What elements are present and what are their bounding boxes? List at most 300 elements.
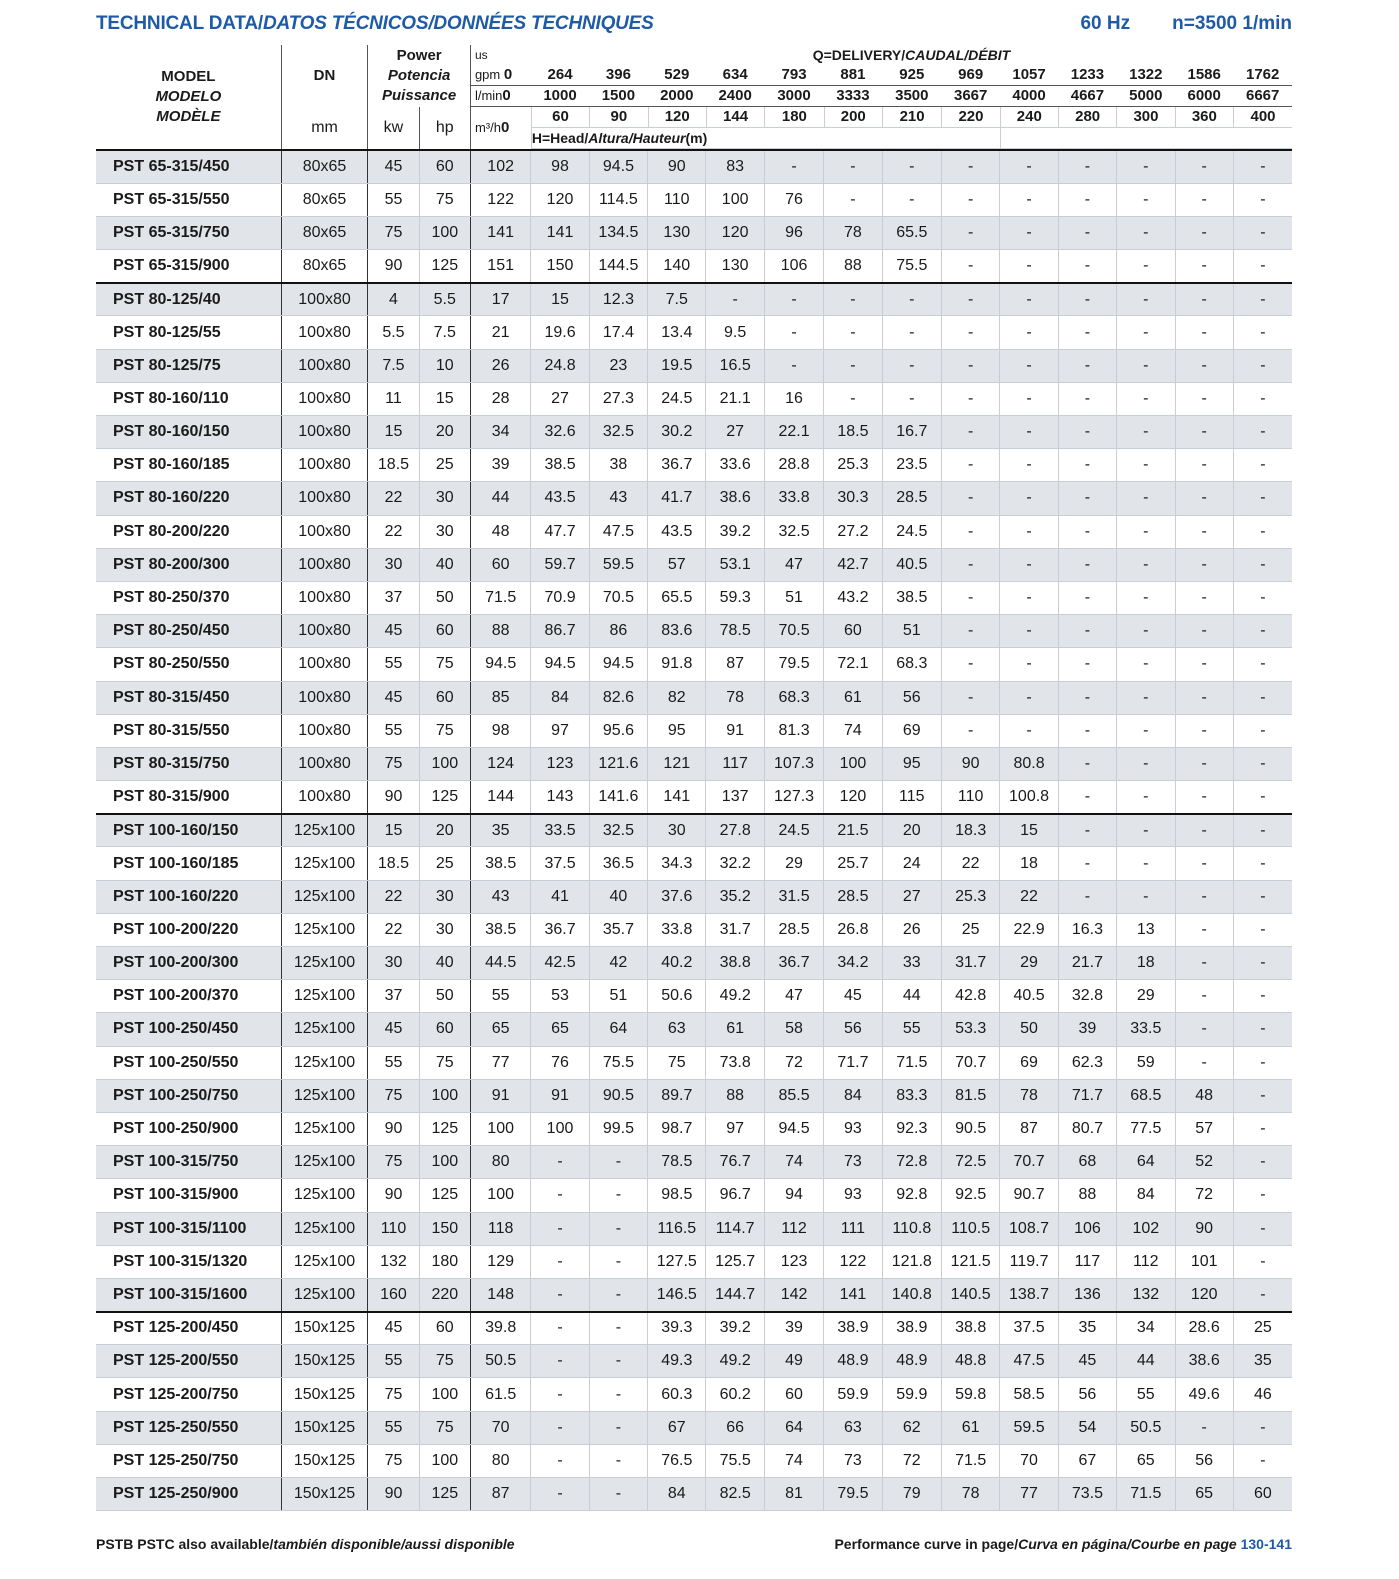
head-cell: -	[1058, 482, 1116, 515]
model-cell: PST 80-315/900	[96, 781, 281, 814]
head-cell: 77.5	[1117, 1112, 1175, 1145]
head-cell: 100	[824, 747, 882, 780]
head-cell: -	[824, 150, 882, 183]
head-cell: -	[1233, 648, 1292, 681]
head-cell: 121.8	[882, 1245, 941, 1278]
head-cell: 90.5	[589, 1079, 647, 1112]
head-cell: 127.5	[648, 1245, 706, 1278]
head-cell: 91	[470, 1079, 530, 1112]
gpm-unit-row-label: gpm 0	[470, 65, 530, 86]
head-cell: 53	[531, 980, 589, 1013]
gpm-value: 1322	[1117, 65, 1175, 86]
head-cell: 75	[648, 1046, 706, 1079]
table-row	[96, 1478, 1292, 1511]
hp-cell: 60	[419, 615, 470, 648]
head-cell: 15	[531, 283, 589, 316]
head-cell: 150	[531, 250, 589, 283]
kw-cell: 22	[368, 913, 419, 946]
dn-cell: 100x80	[281, 515, 368, 548]
head-cell: 33.8	[764, 482, 823, 515]
head-cell: -	[1233, 250, 1292, 283]
table-row	[96, 416, 1292, 449]
head-cell: 38.8	[942, 1312, 1000, 1345]
head-cell: 34	[470, 416, 530, 449]
lmin-unit-row-label: l/min0	[470, 86, 530, 107]
head-cell: 55	[470, 980, 530, 1013]
head-cell: -	[1058, 416, 1116, 449]
performance-curve-note: Performance curve in page/Curva en página/Courbe en page 130-141	[834, 1536, 1292, 1552]
head-cell: 25	[942, 913, 1000, 946]
gpm-value: 529	[648, 65, 706, 86]
dn-cell: 125x100	[281, 1046, 368, 1079]
head-cell: 30.2	[648, 416, 706, 449]
head-cell: 78	[1000, 1079, 1058, 1112]
dn-cell: 150x125	[281, 1345, 368, 1378]
head-cell: 47.7	[531, 515, 589, 548]
head-cell: -	[589, 1179, 647, 1212]
head-cell: -	[1175, 1411, 1233, 1444]
table-row	[96, 1312, 1292, 1345]
head-cell: -	[1117, 648, 1175, 681]
head-cell: -	[589, 1411, 647, 1444]
head-cell: 71.7	[1058, 1079, 1116, 1112]
hp-cell: 5.5	[419, 283, 470, 316]
table-row	[96, 1013, 1292, 1046]
table-row	[96, 648, 1292, 681]
dn-cell: 125x100	[281, 1146, 368, 1179]
model-cell: PST 100-315/1600	[96, 1278, 281, 1311]
head-cell: 44	[470, 482, 530, 515]
dn-cell: 100x80	[281, 382, 368, 415]
head-cell: 47	[764, 980, 823, 1013]
head-cell: 140.8	[882, 1278, 941, 1311]
head-cell: 16	[764, 382, 823, 415]
table-row	[96, 880, 1292, 913]
hp-cell: 30	[419, 913, 470, 946]
head-cell: 74	[824, 714, 882, 747]
head-cell: -	[1000, 416, 1058, 449]
head-cell: 36.7	[648, 449, 706, 482]
head-cell: 90.7	[1000, 1179, 1058, 1212]
model-cell: PST 100-160/220	[96, 880, 281, 913]
hp-cell: 60	[419, 1312, 470, 1345]
head-cell: -	[1058, 382, 1116, 415]
head-cell: 110.5	[942, 1212, 1000, 1245]
dn-cell: 100x80	[281, 648, 368, 681]
head-cell: -	[942, 216, 1000, 249]
head-cell: 39.2	[706, 1312, 764, 1345]
head-cell: -	[1117, 714, 1175, 747]
table-row	[96, 814, 1292, 847]
table-row	[96, 581, 1292, 614]
head-cell: 98	[470, 714, 530, 747]
head-cell: 67	[648, 1411, 706, 1444]
head-cell: -	[1058, 150, 1116, 183]
head-cell: -	[1117, 581, 1175, 614]
head-cell: 25	[1233, 1312, 1292, 1345]
table-row	[96, 216, 1292, 249]
hp-cell: 125	[419, 250, 470, 283]
head-cell: 60	[470, 548, 530, 581]
head-cell: 89.7	[648, 1079, 706, 1112]
head-cell: 124	[470, 747, 530, 780]
head-cell: 78	[824, 216, 882, 249]
head-cell: 85.5	[764, 1079, 823, 1112]
operating-conditions	[1080, 13, 1292, 35]
head-cell: -	[942, 548, 1000, 581]
head-cell: -	[1000, 316, 1058, 349]
head-cell: -	[1175, 581, 1233, 614]
head-cell: 49.3	[648, 1345, 706, 1378]
hp-cell: 100	[419, 216, 470, 249]
head-cell: 27.2	[824, 515, 882, 548]
head-cell: 71.5	[942, 1444, 1000, 1477]
head-cell: 73	[824, 1444, 882, 1477]
head-cell: -	[1058, 847, 1116, 880]
table-row	[96, 681, 1292, 714]
head-cell: -	[942, 382, 1000, 415]
dn-cell: 125x100	[281, 1278, 368, 1311]
head-cell: 35	[470, 814, 530, 847]
head-cell: -	[1000, 150, 1058, 183]
head-cell: 19.5	[648, 349, 706, 382]
table-row	[96, 482, 1292, 515]
kw-cell: 4	[368, 283, 419, 316]
hp-cell: 100	[419, 1444, 470, 1477]
dn-cell: 150x125	[281, 1444, 368, 1477]
head-cell: -	[1117, 283, 1175, 316]
head-cell: 141	[531, 216, 589, 249]
head-cell: -	[1175, 316, 1233, 349]
head-cell: -	[589, 1345, 647, 1378]
table-row	[96, 1444, 1292, 1477]
model-cell: PST 80-160/220	[96, 482, 281, 515]
hp-cell: 100	[419, 1378, 470, 1411]
head-cell: 96	[764, 216, 823, 249]
head-cell: 83.6	[648, 615, 706, 648]
hp-cell: 125	[419, 781, 470, 814]
head-cell: 24.8	[531, 349, 589, 382]
head-cell: 34.3	[648, 847, 706, 880]
head-cell: -	[706, 283, 764, 316]
head-cell: -	[1233, 382, 1292, 415]
dn-cell: 150x125	[281, 1312, 368, 1345]
head-cell: 50.5	[1117, 1411, 1175, 1444]
head-cell: 110	[942, 781, 1000, 814]
head-cell: -	[1175, 283, 1233, 316]
head-cell: 26	[882, 913, 941, 946]
kw-cell: 15	[368, 814, 419, 847]
head-cell: -	[1233, 1179, 1292, 1212]
head-cell: 130	[648, 216, 706, 249]
head-cell: 146.5	[648, 1278, 706, 1311]
table-row	[96, 947, 1292, 980]
lmin-value: 1500	[589, 86, 647, 107]
m3h-value: 400	[1234, 107, 1293, 128]
hp-cell: 20	[419, 814, 470, 847]
head-cell: 72.5	[942, 1146, 1000, 1179]
head-cell: -	[1233, 283, 1292, 316]
head-cell: 92.8	[882, 1179, 941, 1212]
model-cell: PST 100-160/150	[96, 814, 281, 847]
head-cell: 122	[824, 1245, 882, 1278]
head-cell: -	[1000, 216, 1058, 249]
head-cell: 47	[764, 548, 823, 581]
head-cell: 63	[824, 1411, 882, 1444]
head-cell: -	[824, 183, 882, 216]
head-cell: -	[1117, 880, 1175, 913]
head-cell: 44	[882, 980, 941, 1013]
head-cell: 121	[648, 747, 706, 780]
head-cell: 83	[706, 150, 764, 183]
head-cell: -	[1233, 1278, 1292, 1311]
m3h-value: 90	[590, 107, 648, 128]
head-cell: -	[882, 150, 941, 183]
head-cell: 123	[531, 747, 589, 780]
lmin-value: 2000	[648, 86, 706, 107]
table-body	[96, 150, 1292, 1511]
dn-cell: 150x125	[281, 1478, 368, 1511]
head-cell: 94.5	[470, 648, 530, 681]
head-cell: 64	[589, 1013, 647, 1046]
head-cell: 68.3	[764, 681, 823, 714]
head-cell: -	[589, 1312, 647, 1345]
model-cell: PST 125-250/750	[96, 1444, 281, 1477]
m3h-value: 60	[531, 107, 589, 128]
head-cell: 48.8	[942, 1345, 1000, 1378]
head-cell: -	[942, 250, 1000, 283]
head-cell: 29	[764, 847, 823, 880]
head-cell: 17.4	[589, 316, 647, 349]
head-cell: 68.5	[1117, 1079, 1175, 1112]
head-cell: -	[1175, 681, 1233, 714]
kw-cell: 160	[368, 1278, 419, 1311]
head-cell: 40.5	[882, 548, 941, 581]
head-cell: -	[882, 382, 941, 415]
head-cell: -	[1175, 183, 1233, 216]
hp-cell: 50	[419, 581, 470, 614]
hp-cell: 7.5	[419, 316, 470, 349]
head-cell: 25.3	[824, 449, 882, 482]
head-cell: 72	[1175, 1179, 1233, 1212]
head-cell: 37.6	[648, 880, 706, 913]
model-cell: PST 80-160/110	[96, 382, 281, 415]
dn-cell: 100x80	[281, 316, 368, 349]
head-cell: -	[1000, 648, 1058, 681]
lmin-value: 2400	[706, 86, 764, 107]
kw-cell: 75	[368, 1378, 419, 1411]
head-cell: -	[589, 1378, 647, 1411]
head-cell: -	[1233, 316, 1292, 349]
head-cell: 97	[531, 714, 589, 747]
head-cell: -	[1233, 615, 1292, 648]
power-column-header: Power Potencia Puissance	[368, 45, 471, 107]
hp-cell: 75	[419, 1411, 470, 1444]
head-cell: -	[1000, 449, 1058, 482]
head-cell: -	[589, 1478, 647, 1511]
head-cell: -	[531, 1411, 589, 1444]
table-row	[96, 1245, 1292, 1278]
head-cell: -	[1175, 1013, 1233, 1046]
head-cell: -	[1233, 216, 1292, 249]
head-cell: 61	[706, 1013, 764, 1046]
hp-cell: 100	[419, 1079, 470, 1112]
head-cell: 36.7	[531, 913, 589, 946]
model-cell: PST 100-200/220	[96, 913, 281, 946]
head-cell: 33.5	[1117, 1013, 1175, 1046]
head-cell: 62.3	[1058, 1046, 1116, 1079]
dn-cell: 125x100	[281, 880, 368, 913]
kw-cell: 55	[368, 1411, 419, 1444]
head-cell: 86	[589, 615, 647, 648]
kw-cell: 11	[368, 382, 419, 415]
head-cell: 61	[824, 681, 882, 714]
head-cell: -	[1233, 947, 1292, 980]
dn-cell: 100x80	[281, 747, 368, 780]
kw-cell: 45	[368, 1013, 419, 1046]
head-cell: 73	[824, 1146, 882, 1179]
kw-cell: 75	[368, 1444, 419, 1477]
head-cell: -	[589, 1245, 647, 1278]
head-cell: 36.5	[589, 847, 647, 880]
head-cell: 33.6	[706, 449, 764, 482]
m3h-value: 210	[882, 107, 941, 128]
head-cell: -	[1117, 150, 1175, 183]
head-cell: 18.3	[942, 814, 1000, 847]
head-cell: 59.7	[531, 548, 589, 581]
head-cell: 88	[824, 250, 882, 283]
head-cell: -	[1000, 548, 1058, 581]
head-cell: -	[942, 482, 1000, 515]
model-cell: PST 80-315/750	[96, 747, 281, 780]
head-cell: 117	[706, 747, 764, 780]
head-cell: 32.6	[531, 416, 589, 449]
head-cell: -	[1175, 515, 1233, 548]
hp-cell: 15	[419, 382, 470, 415]
head-cell: 76	[531, 1046, 589, 1079]
head-cell: 94.5	[589, 648, 647, 681]
head-cell: 41	[531, 880, 589, 913]
head-cell: -	[1000, 183, 1058, 216]
head-cell: 140.5	[942, 1278, 1000, 1311]
head-cell: -	[1233, 1046, 1292, 1079]
head-cell: 81.5	[942, 1079, 1000, 1112]
head-cell: 27.3	[589, 382, 647, 415]
head-cell: 68.3	[882, 648, 941, 681]
head-cell: 138.7	[1000, 1278, 1058, 1311]
dn-cell: 100x80	[281, 781, 368, 814]
head-cell: 39.8	[470, 1312, 530, 1345]
head-cell: -	[1058, 880, 1116, 913]
head-cell: 71.7	[824, 1046, 882, 1079]
head-cell: 114.5	[589, 183, 647, 216]
head-cell: 72	[882, 1444, 941, 1477]
head-cell: 72	[764, 1046, 823, 1079]
head-cell: -	[1000, 382, 1058, 415]
head-cell: -	[1058, 449, 1116, 482]
head-cell: 30.3	[824, 482, 882, 515]
kw-cell: 90	[368, 781, 419, 814]
head-cell: -	[1175, 382, 1233, 415]
head-cell: 58.5	[1000, 1378, 1058, 1411]
m3h-and-head-header	[531, 107, 1292, 151]
page-title: TECHNICAL DATA/DATOS TÉCNICOS/DONNÉES TECHNIQUES	[96, 13, 654, 34]
kw-cell: 45	[368, 615, 419, 648]
head-cell: -	[1117, 847, 1175, 880]
kw-cell: 75	[368, 1146, 419, 1179]
head-cell: 87	[706, 648, 764, 681]
head-cell: 48.9	[824, 1345, 882, 1378]
head-cell: 91	[531, 1079, 589, 1112]
head-cell: 119.7	[1000, 1245, 1058, 1278]
head-cell: 78.5	[648, 1146, 706, 1179]
head-cell: -	[1233, 747, 1292, 780]
gpm-value: 925	[882, 65, 941, 86]
head-cell: 84	[1117, 1179, 1175, 1212]
hp-cell: 100	[419, 1146, 470, 1179]
table-row	[96, 1146, 1292, 1179]
head-cell: -	[1117, 216, 1175, 249]
head-cell: 112	[764, 1212, 823, 1245]
head-cell: -	[1233, 515, 1292, 548]
table-row	[96, 1079, 1292, 1112]
hp-cell: 75	[419, 714, 470, 747]
kw-cell: 37	[368, 980, 419, 1013]
head-cell: 47.5	[1000, 1345, 1058, 1378]
head-cell: -	[1058, 814, 1116, 847]
head-cell: 60.2	[706, 1378, 764, 1411]
hp-cell: 30	[419, 482, 470, 515]
head-cell: -	[531, 1146, 589, 1179]
head-cell: 96.7	[706, 1179, 764, 1212]
head-cell: 125.7	[706, 1245, 764, 1278]
dn-cell: 100x80	[281, 349, 368, 382]
model-cell: PST 100-250/900	[96, 1112, 281, 1145]
head-cell: 31.7	[942, 947, 1000, 980]
dn-cell: 80x65	[281, 150, 368, 183]
head-cell: -	[882, 316, 941, 349]
head-cell: -	[1000, 482, 1058, 515]
head-cell: 23	[589, 349, 647, 382]
head-cell: -	[1117, 814, 1175, 847]
head-cell: 59	[1117, 1046, 1175, 1079]
head-cell: 50.6	[648, 980, 706, 1013]
head-cell: 22.1	[764, 416, 823, 449]
head-cell: 132	[1117, 1278, 1175, 1311]
gpm-value: 881	[824, 65, 882, 86]
kw-cell: 75	[368, 216, 419, 249]
dn-cell: 125x100	[281, 847, 368, 880]
head-cell: 28.8	[764, 449, 823, 482]
head-cell: 28.6	[1175, 1312, 1233, 1345]
head-cell: 44	[1117, 1345, 1175, 1378]
dn-cell: 150x125	[281, 1378, 368, 1411]
model-cell: PST 80-315/550	[96, 714, 281, 747]
hp-cell: 125	[419, 1179, 470, 1212]
head-cell: 91.8	[648, 648, 706, 681]
head-cell: 33.5	[531, 814, 589, 847]
hp-cell: 75	[419, 183, 470, 216]
model-cell: PST 100-315/1100	[96, 1212, 281, 1245]
head-cell: 57	[1175, 1112, 1233, 1145]
gpm-value: 1233	[1058, 65, 1116, 86]
kw-cell: 90	[368, 250, 419, 283]
head-cell: -	[1117, 482, 1175, 515]
head-cell: 39	[470, 449, 530, 482]
dn-cell: 125x100	[281, 913, 368, 946]
head-cell: 95	[882, 747, 941, 780]
head-cell: 102	[470, 150, 530, 183]
